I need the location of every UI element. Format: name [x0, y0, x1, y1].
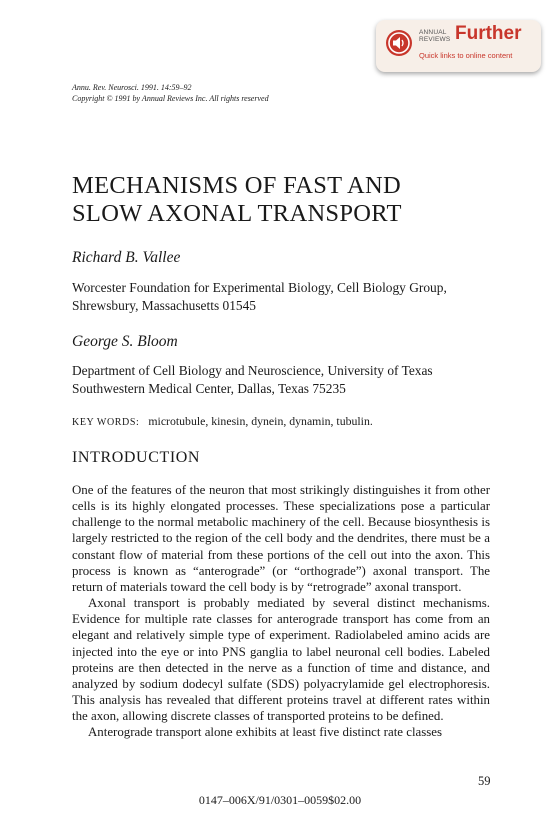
- page-number: 59: [478, 774, 491, 788]
- author-affiliation: [72, 279, 447, 315]
- title-line-2: SLOW AXONAL TRANSPORT: [72, 200, 402, 227]
- citation: [72, 82, 269, 104]
- affiliation-line: Department of Cell Biology and Neuroscience, University of Texas: [72, 363, 433, 378]
- footer-code: 0147–006X/91/0301–0059$02.00: [198, 793, 362, 807]
- body-text: [72, 482, 490, 741]
- paragraph: One of the features of the neuron that most strikingly distinguishes it from other cells is its highly elongated processes. These specializations pose a particular challenge to the normal metabolic machinery of the cell. Because biosynthesis is largely restricted to the region of the cell body and the dendrites, there must be a constant flow of material from these portions of the cell out into the axon. This process is known as “anterograde” (or “orthograde”) axonal transport. The return of materials toward the cell body is by “retrograde” axonal transport.: [72, 483, 490, 594]
- keywords-text: microtubule, kinesin, dynein, dynamin, tubulin.: [148, 414, 373, 428]
- article-title: [72, 172, 402, 228]
- affiliation-line: Southwestern Medical Center, Dallas, Texas 75235: [72, 381, 346, 396]
- paragraph: Anterograde transport alone exhibits at least five distinct rate classes: [88, 725, 443, 740]
- keywords: [72, 414, 373, 429]
- quick-links-label[interactable]: Quick links to online content: [419, 51, 513, 60]
- speaker-icon: [385, 29, 413, 57]
- brand-line-1: ANNUAL: [419, 29, 447, 36]
- keywords-label: KEY WORDS:: [72, 417, 140, 428]
- citation-line-2: Copyright © 1991 by Annual Reviews Inc. All rights reserved: [72, 94, 269, 103]
- affiliation-line: Shrewsbury, Massachusetts 01545: [72, 298, 256, 313]
- further-label[interactable]: Further: [455, 23, 522, 44]
- further-links-badge[interactable]: [376, 20, 541, 72]
- annual-reviews-brand: [419, 29, 450, 43]
- author-name: Richard B. Vallee: [72, 249, 181, 266]
- affiliation-line: Worcester Foundation for Experimental Biology, Cell Biology Group,: [72, 280, 447, 295]
- paragraph: Axonal transport is probably mediated by several distinct mechanisms. Evidence for multiple rate classes for anterograde transport has come from an elegant and relatively simple type of experiment. Radiolabeled amino acids are injected into the eye or into PNS ganglia to label neuronal cell bodies. Labeled proteins are then detected in the nerve as a function of time and distance, and analyzed by sodium dodecyl sulfate (SDS) polyacrylamide gel electrophoresis. This analysis has revealed that different proteins travel at different rates within the axon, allowing discrete classes of transported proteins to be defined.: [72, 596, 490, 724]
- author-affiliation: [72, 362, 433, 398]
- citation-line-1: Annu. Rev. Neurosci. 1991. 14:59–92: [72, 83, 192, 92]
- title-line-1: MECHANISMS OF FAST AND: [72, 172, 402, 199]
- brand-line-2: REVIEWS: [419, 36, 451, 43]
- section-heading: INTRODUCTION: [72, 449, 201, 466]
- author-name: George S. Bloom: [72, 333, 178, 350]
